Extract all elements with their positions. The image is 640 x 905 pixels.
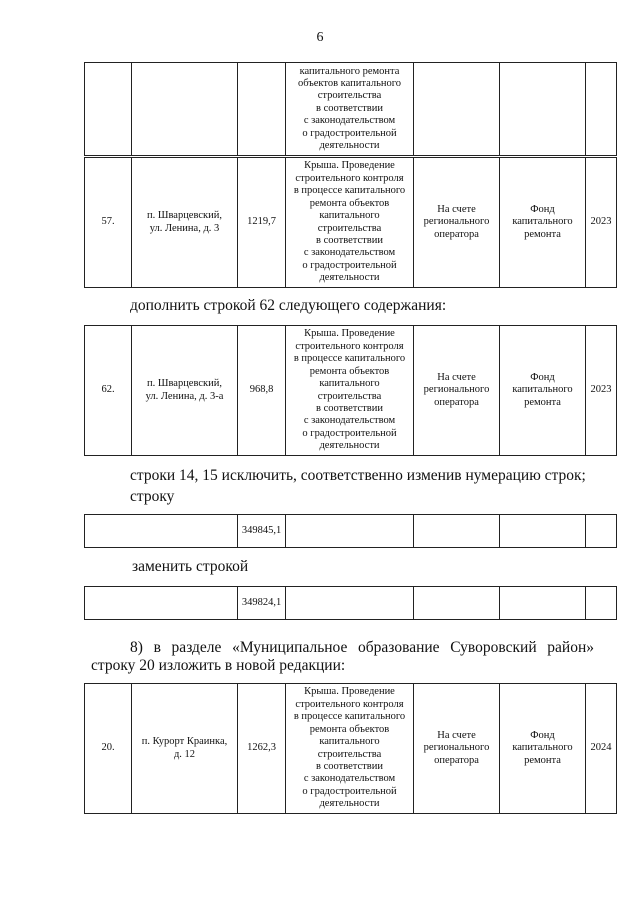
cell-num [85,63,132,156]
cell-empty [286,515,414,548]
cell-address: п. Шварцевский, ул. Ленина, д. 3-а [132,326,238,456]
cell-account: На счете регионального оператора [414,684,500,814]
cell-source: Фонд капитального ремонта [500,684,586,814]
cell-source: Фонд капитального ремонта [500,326,586,456]
instruction-section-8: 8) в разделе «Муниципальное образование Суворовский район» [130,639,594,656]
cell-source: Фонд капитального ремонта [500,158,586,288]
page-number: 6 [316,30,324,45]
instruction-replace: заменить строкой [132,558,249,575]
cell-empty [500,515,586,548]
table-row [85,684,617,814]
cell-year: 2024 [586,684,617,814]
cell-year [586,63,617,156]
cell-empty [586,587,617,620]
cell-total-area: 349845,1 [238,515,286,548]
cell-year: 2023 [586,158,617,288]
cell-area: 1219,7 [238,158,286,288]
cell-work: Крыша. Проведение строительного контроля в процессе капитального ремонта объектов капитального строительства в соответствии с законодательством о градостроительной деятельности [286,326,414,456]
cell-work: капитального ремонта объектов капитального строительства в соответствии с законодательством о градостроительной деятельности [286,63,414,156]
cell-address [132,63,238,156]
cell-num: 62. [85,326,132,456]
cell-empty [414,515,500,548]
table-row [85,326,617,456]
cell-account: На счете регионального оператора [414,158,500,288]
table-continuation [84,62,617,156]
instruction-row-word: строку [130,488,175,505]
cell-total-area: 349824,1 [238,587,286,620]
instruction-row-20: строку 20 изложить в новой редакции: [91,657,346,674]
cell-year: 2023 [586,326,617,456]
cell-area: 1262,3 [238,684,286,814]
cell-source [500,63,586,156]
cell-num: 57. [85,158,132,288]
table-row [85,158,617,288]
cell-area [238,63,286,156]
cell-account [414,63,500,156]
table-row [85,587,617,620]
cell-empty [500,587,586,620]
cell-work: Крыша. Проведение строительного контроля в процессе капитального ремонта объектов капитального строительства в соответствии с законодательством о градостроительной деятельности [286,158,414,288]
cell-address: п. Курорт Краинка, д. 12 [132,684,238,814]
table-row [85,63,617,156]
cell-empty [286,587,414,620]
cell-area: 968,8 [238,326,286,456]
cell-account: На счете регионального оператора [414,326,500,456]
cell-empty [414,587,500,620]
cell-empty [586,515,617,548]
cell-empty [85,515,238,548]
table-row-57 [84,157,617,288]
cell-empty [85,587,238,620]
table-total-new [84,586,617,620]
table-row-20 [84,683,617,814]
cell-address: п. Шварцевский, ул. Ленина, д. 3 [132,158,238,288]
table-row [85,515,617,548]
instruction-add-row-62: дополнить строкой 62 следующего содержания: [130,297,447,314]
cell-num: 20. [85,684,132,814]
instruction-exclude-rows: строки 14, 15 исключить, соответственно изменив нумерацию строк; [130,467,586,484]
cell-work: Крыша. Проведение строительного контроля в процессе капитального ремонта объектов капитального строительства в соответствии с законодательством о градостроительной деятельности [286,684,414,814]
table-row-62 [84,325,617,456]
table-total-old [84,514,617,548]
